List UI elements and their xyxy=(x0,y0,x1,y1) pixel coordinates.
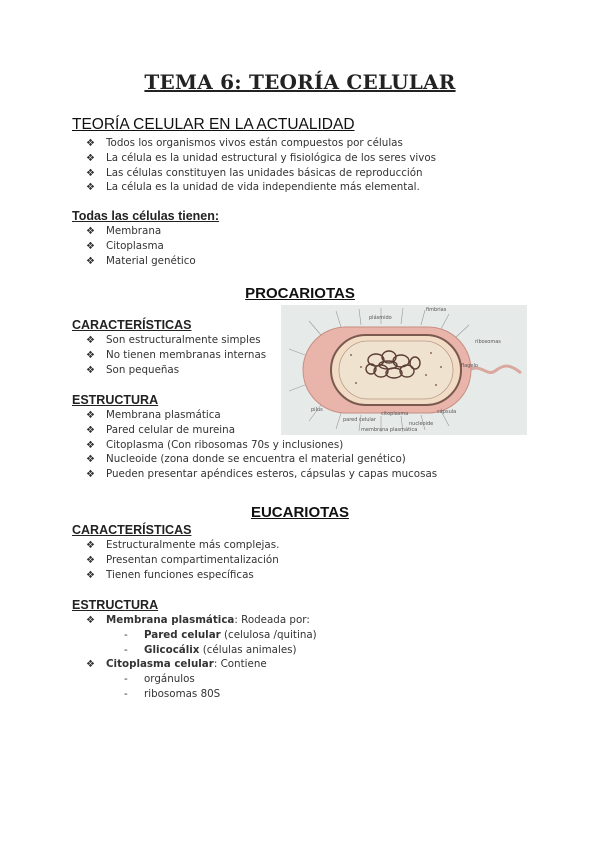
cytoplasm-shape xyxy=(339,341,453,399)
procariotas-heading: PROCARIOTAS xyxy=(245,285,355,302)
label-fimbrias: fimbrias xyxy=(426,307,447,313)
eucariotas-caract-list xyxy=(86,538,279,582)
sub-list-item: - ribosomas 80S xyxy=(124,687,221,700)
procariotas-caract-list xyxy=(86,333,266,377)
diamond-bullet-icon: ❖ xyxy=(86,167,95,179)
eucariotas-caract-heading: CARACTERÍSTICAS xyxy=(72,523,192,537)
diamond-bullet-icon: ❖ xyxy=(86,540,95,551)
list-item: ❖ La célula es la unidad de vida independiente más elemental. xyxy=(86,180,436,195)
diamond-bullet-icon: ❖ xyxy=(86,469,95,481)
dash-bullet-icon: - xyxy=(124,643,128,656)
diamond-bullet-icon: ❖ xyxy=(86,182,95,194)
list-item: ❖ Membrana plasmática xyxy=(86,408,437,423)
list-item: ❖ Estructuralmente más complejas. xyxy=(86,538,279,553)
procariotas-caract-heading: CARACTERÍSTICAS xyxy=(72,318,192,332)
label-citoplasma: citoplasma xyxy=(381,411,409,417)
teoria-list xyxy=(86,136,436,195)
page-title: TEMA 6: TEORÍA CELULAR xyxy=(144,70,456,94)
diamond-bullet-icon: ❖ xyxy=(86,424,95,436)
sub-list-item: - Glicocálix (células animales) xyxy=(124,643,297,656)
diamond-bullet-icon: ❖ xyxy=(86,255,95,267)
label-capsula: cápsula xyxy=(437,409,457,415)
sub-list-item: - Pared celular (celulosa /quitina) xyxy=(124,628,317,641)
list-item: ❖ Las células constituyen las unidades básicas de reproducción xyxy=(86,166,436,181)
list-item: ❖ Son pequeñas xyxy=(86,363,266,378)
label-ribosomas: ribosomas xyxy=(475,339,501,345)
sub-list-item: - orgánulos xyxy=(124,673,195,686)
list-item: ❖ Citoplasma celular: Contiene xyxy=(86,657,317,672)
diamond-bullet-icon: ❖ xyxy=(86,659,95,671)
list-item: ❖ Membrana xyxy=(86,224,196,239)
diamond-bullet-icon: ❖ xyxy=(86,439,95,451)
list-item: ❖ No tienen membranas internas xyxy=(86,348,266,363)
diamond-bullet-icon: ❖ xyxy=(86,554,95,566)
diamond-bullet-icon: ❖ xyxy=(86,349,95,361)
eucariotas-heading: EUCARIOTAS xyxy=(250,504,350,521)
list-item: ❖ Pueden presentar apéndices esteros, cápsulas y capas mucosas xyxy=(86,467,437,482)
list-item: ❖ Membrana plasmática: Rodeada por: xyxy=(86,613,317,628)
label-pilus: pilus xyxy=(311,407,323,413)
list-item: ❖ Material genético xyxy=(86,254,196,269)
diamond-bullet-icon: ❖ xyxy=(86,335,95,346)
list-item: ❖ Nucleoide (zona donde se encuentra el material genético) xyxy=(86,452,437,467)
list-item: ❖ Son estructuralmente simples xyxy=(86,333,266,348)
diamond-bullet-icon: ❖ xyxy=(86,138,95,149)
dash-bullet-icon: - xyxy=(124,673,128,686)
list-item: ❖ Tienen funciones específicas xyxy=(86,568,279,583)
list-item: ❖ Citoplasma (Con ribosomas 70s y inclusiones) xyxy=(86,438,437,453)
prokaryote-cell-diagram xyxy=(281,305,527,435)
procariotas-estructura-heading: ESTRUCTURA xyxy=(72,393,159,407)
diamond-bullet-icon: ❖ xyxy=(86,240,95,252)
list-item: ❖ La célula es la unidad estructural y fisiológica de los seres vivos xyxy=(86,151,436,166)
eucariotas-estructura-heading: ESTRUCTURA xyxy=(72,598,159,612)
diamond-bullet-icon: ❖ xyxy=(86,364,95,376)
todas-heading: Todas las células tienen: xyxy=(72,209,220,223)
label-nucleoide: nucleoide xyxy=(409,421,434,427)
diamond-bullet-icon: ❖ xyxy=(86,615,95,626)
dash-bullet-icon: - xyxy=(124,687,128,700)
diamond-bullet-icon: ❖ xyxy=(86,152,95,164)
label-pared-celular: pared celular xyxy=(343,417,376,423)
diamond-bullet-icon: ❖ xyxy=(86,226,95,237)
eucariotas-estructura-list xyxy=(86,613,317,702)
list-item: ❖ Todos los organismos vivos están compuestos por células xyxy=(86,136,436,151)
label-membrana: membrana plasmática xyxy=(361,427,418,433)
teoria-heading: TEORÍA CELULAR EN LA ACTUALIDAD xyxy=(72,116,355,133)
list-item: ❖ Presentan compartimentalización xyxy=(86,553,279,568)
list-item: ❖ Citoplasma xyxy=(86,239,196,254)
label-flagelo: flagelo xyxy=(461,363,478,369)
list-item: ❖ Pared celular de mureina xyxy=(86,423,437,438)
diamond-bullet-icon: ❖ xyxy=(86,454,95,466)
label-plasmido: plásmido xyxy=(369,315,392,321)
diamond-bullet-icon: ❖ xyxy=(86,569,95,581)
dash-bullet-icon: - xyxy=(124,628,128,641)
diamond-bullet-icon: ❖ xyxy=(86,410,95,421)
todas-list xyxy=(86,224,196,268)
bacterium-illustration xyxy=(281,305,527,435)
